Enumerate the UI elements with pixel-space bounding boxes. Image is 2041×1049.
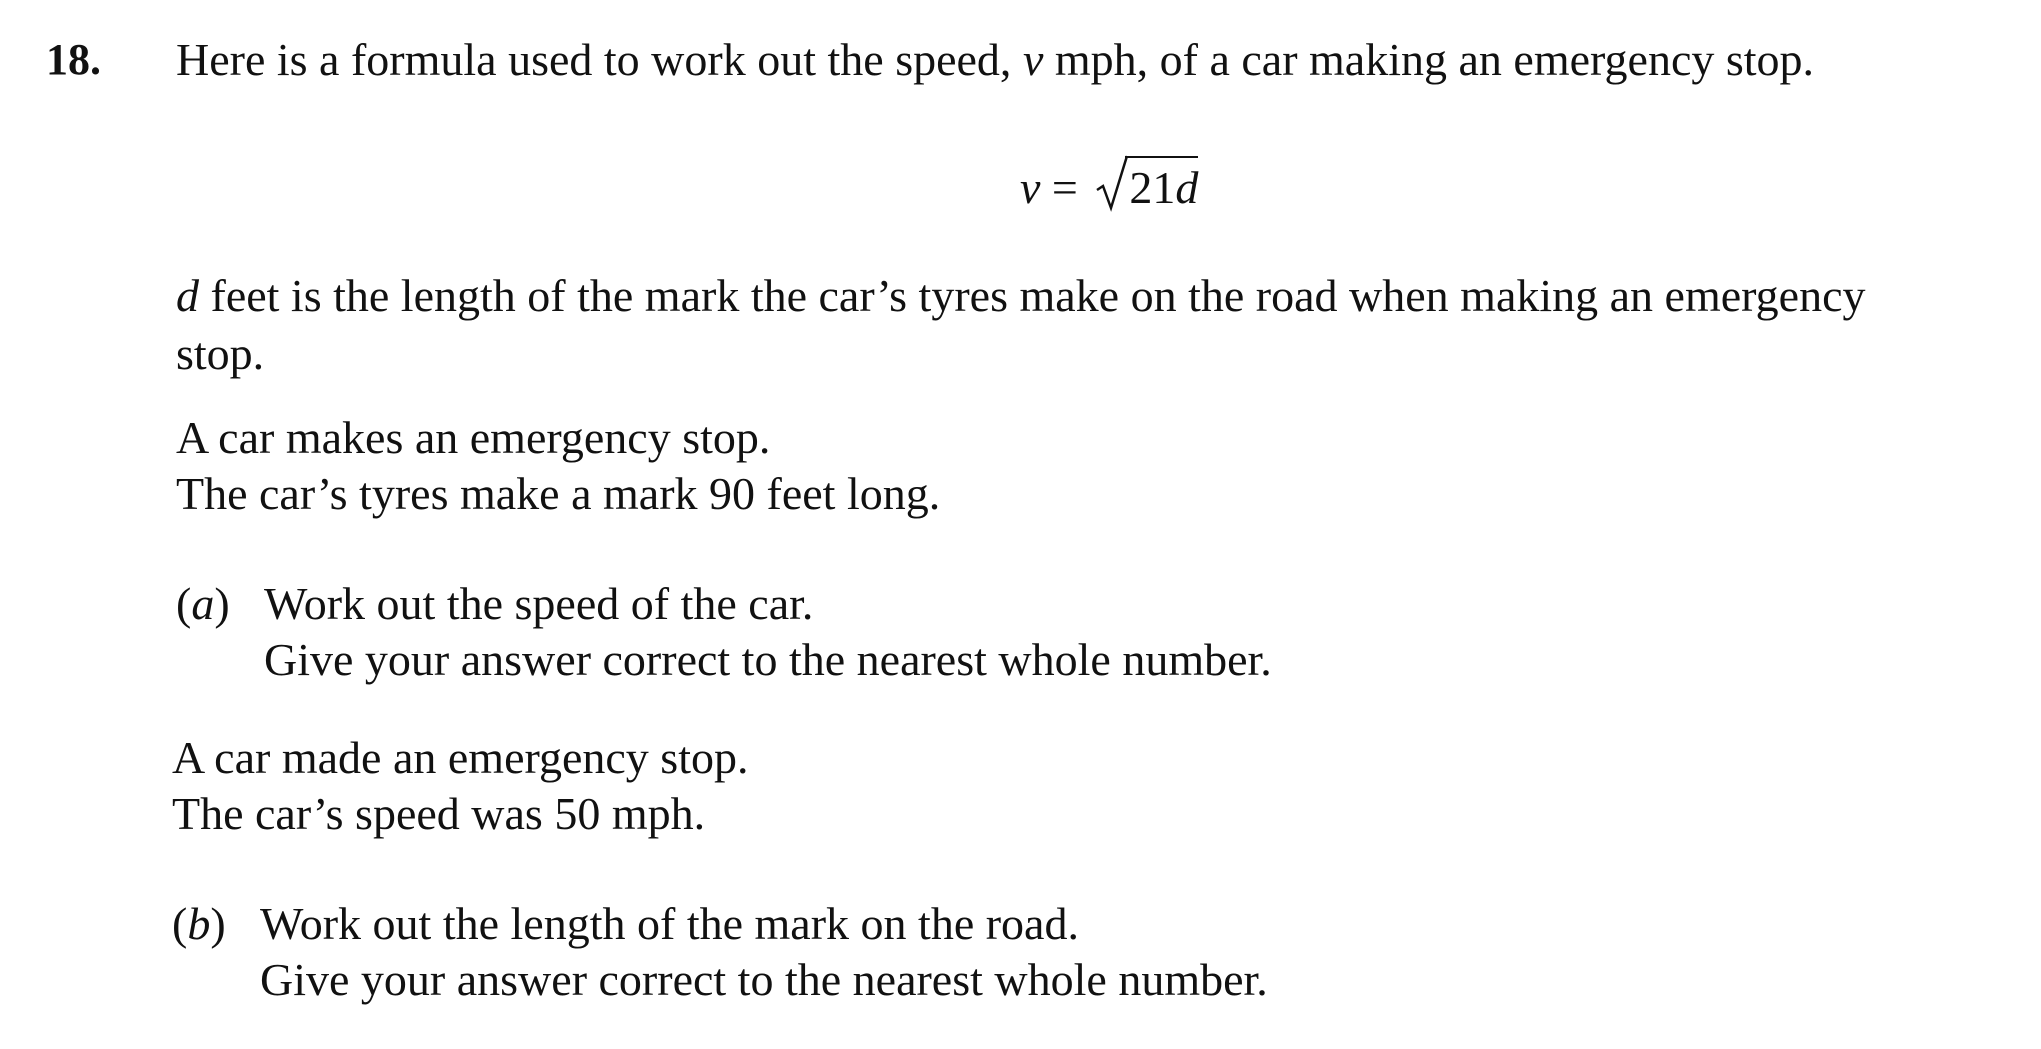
part-a-line-2: Give your answer correct to the nearest whole number. <box>264 634 1272 685</box>
formula-equals: = <box>1040 162 1090 213</box>
part-a-instruction: Work out the speed of the car. <box>264 578 814 629</box>
definition-line-2: stop. <box>176 328 265 379</box>
radicand <box>1125 156 1198 216</box>
part-a-line-1 <box>176 576 813 632</box>
formula-lhs: v <box>1020 162 1041 213</box>
question-number: 18. <box>46 35 101 84</box>
part-b-label: (b) <box>172 898 226 949</box>
part-b-instruction: Work out the length of the mark on the road. <box>260 898 1079 949</box>
radical-sign-icon <box>1095 154 1129 214</box>
context-a-line-2: The car’s tyres make a mark 90 feet long. <box>176 468 941 519</box>
intro-before: Here is a formula used to work out the speed, <box>176 34 1023 85</box>
radicand-variable: d <box>1175 162 1199 213</box>
intro-text <box>176 32 1814 88</box>
context-b-line-2: The car’s speed was 50 mph. <box>172 788 706 839</box>
radicand-number: 21 <box>1129 162 1176 213</box>
context-b-line-1: A car made an emergency stop. <box>172 732 749 783</box>
definition-variable: d <box>176 270 199 321</box>
definition-line-1 <box>176 268 1866 324</box>
part-a-label: (a) <box>176 578 230 629</box>
intro-variable: v <box>1022 34 1044 85</box>
part-b-line-2: Give your answer correct to the nearest whole number. <box>260 954 1268 1005</box>
context-a-line-1: A car makes an emergency stop. <box>176 412 771 463</box>
square-root <box>1095 156 1198 216</box>
part-b-line-1 <box>172 896 1079 952</box>
speed-formula <box>1020 156 1198 216</box>
definition-text: feet is the length of the mark the car’s tyres make on the road when making an emergency <box>199 270 1866 321</box>
intro-after: mph, of a car making an emergency stop. <box>1043 34 1815 85</box>
